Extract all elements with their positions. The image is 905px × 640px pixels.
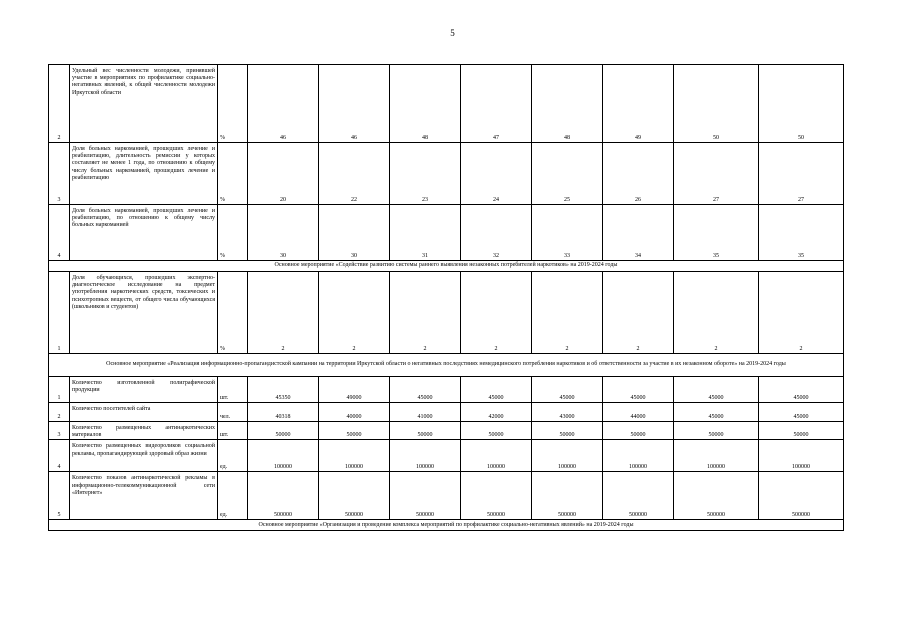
table-row xyxy=(49,440,844,472)
value-cell: 32 xyxy=(461,205,532,261)
value-cell: 35 xyxy=(674,205,759,261)
value-cell: 46 xyxy=(248,65,319,143)
section-row xyxy=(49,354,844,377)
row-number: 1 xyxy=(49,377,70,403)
unit-cell: % xyxy=(218,143,248,205)
value-cell: 44000 xyxy=(603,403,674,422)
value-cell: 45000 xyxy=(461,377,532,403)
value-cell: 46 xyxy=(319,65,390,143)
table-row xyxy=(49,272,844,354)
value-cell: 45000 xyxy=(674,403,759,422)
table-row xyxy=(49,422,844,440)
value-cell: 26 xyxy=(603,143,674,205)
unit-cell: % xyxy=(218,205,248,261)
value-cell: 33 xyxy=(532,205,603,261)
value-cell: 500000 xyxy=(674,472,759,520)
page-number: 5 xyxy=(450,28,455,38)
value-cell: 27 xyxy=(759,143,844,205)
indicator-name: Количество размещенных видеороликов социальной рекламы, пропагандирующей здоровый образ жизни xyxy=(70,440,218,472)
value-cell: 35 xyxy=(759,205,844,261)
value-cell: 50 xyxy=(674,65,759,143)
value-cell: 500000 xyxy=(461,472,532,520)
value-cell: 2 xyxy=(248,272,319,354)
value-cell: 41000 xyxy=(390,403,461,422)
value-cell: 2 xyxy=(532,272,603,354)
row-number: 5 xyxy=(49,472,70,520)
indicator-name: Доля больных наркоманией, прошедших лечение и реабилитацию, длительность ремиссии у которых составляет не менее 1 года, по отношению к общему числу больных наркоманией, прошедших лечение и реабилитацию xyxy=(70,143,218,205)
value-cell: 100000 xyxy=(390,440,461,472)
value-cell: 25 xyxy=(532,143,603,205)
row-number: 3 xyxy=(49,143,70,205)
value-cell: 2 xyxy=(390,272,461,354)
indicator-name: Удельный вес численности молодежи, принявшей участие в мероприятиях по профилактике социально-негативных явлений, к общей численности молодежи Иркутской области xyxy=(70,65,218,143)
value-cell: 30 xyxy=(319,205,390,261)
indicator-name: Количество изготовленной полиграфической продукции xyxy=(70,377,218,403)
indicator-name: Количество размещенных антинаркотических материалов xyxy=(70,422,218,440)
table-row xyxy=(49,65,844,143)
value-cell: 43000 xyxy=(532,403,603,422)
value-cell: 45350 xyxy=(248,377,319,403)
indicator-name: Количество показов антинаркотической рекламы в информационно-телекоммуникационной сети «Интернет» xyxy=(70,472,218,520)
table-row xyxy=(49,205,844,261)
value-cell: 45000 xyxy=(390,377,461,403)
value-cell: 2 xyxy=(603,272,674,354)
row-number: 4 xyxy=(49,440,70,472)
section-title: Основное мероприятие «Организация и проведение комплекса мероприятий по профилактике социально-негативных явлений» на 2019-2024 годы xyxy=(49,520,844,531)
value-cell: 47 xyxy=(461,65,532,143)
value-cell: 45000 xyxy=(674,377,759,403)
value-cell: 50 xyxy=(759,65,844,143)
value-cell: 2 xyxy=(759,272,844,354)
value-cell: 2 xyxy=(674,272,759,354)
value-cell: 40318 xyxy=(248,403,319,422)
table-row xyxy=(49,403,844,422)
value-cell: 24 xyxy=(461,143,532,205)
unit-cell: ед. xyxy=(218,440,248,472)
value-cell: 45000 xyxy=(759,403,844,422)
value-cell: 100000 xyxy=(319,440,390,472)
value-cell: 2 xyxy=(461,272,532,354)
value-cell: 20 xyxy=(248,143,319,205)
section-title: Основное мероприятие «Реализация информационно-пропагандистской кампании на территории Иркутской области о негативных последствиях немедицинского потребления наркотиков и об ответственности за участие в их незаконном обороте» на 2019-2024 годы xyxy=(49,354,844,377)
table-row xyxy=(49,143,844,205)
unit-cell: чел. xyxy=(218,403,248,422)
indicator-name: Количество посетителей сайта xyxy=(70,403,218,422)
value-cell: 50000 xyxy=(759,422,844,440)
row-number: 1 xyxy=(49,272,70,354)
value-cell: 50000 xyxy=(461,422,532,440)
unit-cell: % xyxy=(218,65,248,143)
value-cell: 50000 xyxy=(603,422,674,440)
value-cell: 48 xyxy=(390,65,461,143)
unit-cell: % xyxy=(218,272,248,354)
value-cell: 100000 xyxy=(759,440,844,472)
value-cell: 50000 xyxy=(390,422,461,440)
value-cell: 45000 xyxy=(603,377,674,403)
value-cell: 2 xyxy=(319,272,390,354)
unit-cell: шт. xyxy=(218,422,248,440)
value-cell: 45000 xyxy=(532,377,603,403)
value-cell: 49 xyxy=(603,65,674,143)
value-cell: 27 xyxy=(674,143,759,205)
section-row xyxy=(49,261,844,272)
value-cell: 500000 xyxy=(759,472,844,520)
value-cell: 500000 xyxy=(248,472,319,520)
value-cell: 42000 xyxy=(461,403,532,422)
indicator-name: Доля обучающихся, прошедших экспертно-диагностическое исследование на предмет употребления наркотических средств, токсических и психотропных веществ, от общего числа обучающихся (школьников и студентов) xyxy=(70,272,218,354)
row-number: 2 xyxy=(49,65,70,143)
indicator-name: Доля больных наркоманией, прошедших лечение и реабилитацию, по отношению к общему числу больных наркоманией xyxy=(70,205,218,261)
table-row xyxy=(49,472,844,520)
value-cell: 49000 xyxy=(319,377,390,403)
value-cell: 500000 xyxy=(532,472,603,520)
value-cell: 100000 xyxy=(674,440,759,472)
value-cell: 31 xyxy=(390,205,461,261)
value-cell: 48 xyxy=(532,65,603,143)
row-number: 3 xyxy=(49,422,70,440)
value-cell: 100000 xyxy=(248,440,319,472)
value-cell: 100000 xyxy=(603,440,674,472)
unit-cell: ед. xyxy=(218,472,248,520)
row-number: 2 xyxy=(49,403,70,422)
section-title: Основное мероприятие «Содействие развитию системы раннего выявления незаконных потребителей наркотиков» на 2019-2024 годы xyxy=(49,261,844,272)
value-cell: 30 xyxy=(248,205,319,261)
unit-cell: шт. xyxy=(218,377,248,403)
value-cell: 500000 xyxy=(390,472,461,520)
table-row xyxy=(49,377,844,403)
value-cell: 500000 xyxy=(603,472,674,520)
value-cell: 50000 xyxy=(319,422,390,440)
value-cell: 22 xyxy=(319,143,390,205)
value-cell: 50000 xyxy=(248,422,319,440)
value-cell: 45000 xyxy=(759,377,844,403)
value-cell: 100000 xyxy=(461,440,532,472)
value-cell: 34 xyxy=(603,205,674,261)
value-cell: 23 xyxy=(390,143,461,205)
row-number: 4 xyxy=(49,205,70,261)
value-cell: 500000 xyxy=(319,472,390,520)
indicators-table xyxy=(48,64,844,531)
value-cell: 40000 xyxy=(319,403,390,422)
section-row xyxy=(49,520,844,531)
value-cell: 100000 xyxy=(532,440,603,472)
value-cell: 50000 xyxy=(674,422,759,440)
value-cell: 50000 xyxy=(532,422,603,440)
